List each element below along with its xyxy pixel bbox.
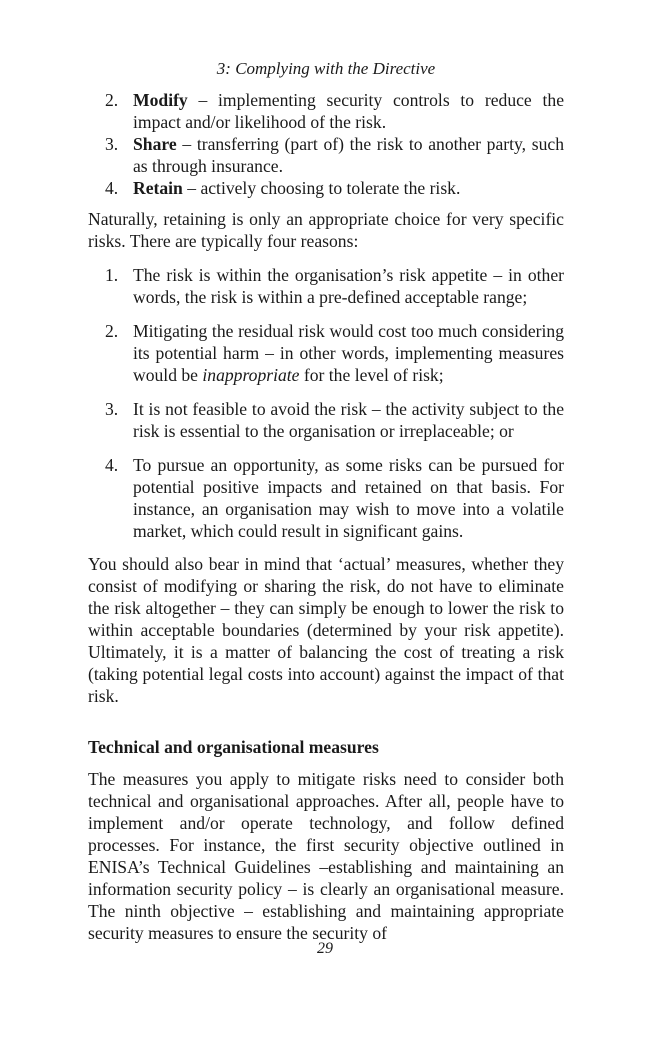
list-text: – implementing security controls to reduce the impact and/or likelihood of the risk. <box>133 90 564 132</box>
list-number: 3. <box>105 134 119 154</box>
list-item <box>88 177 564 199</box>
paragraph: You should also bear in mind that ‘actual’ measures, whether they consist of modifying or sharing the risk, do not have to eliminate the risk altogether – they can simply be enough to lower the risk to within acceptable boundaries (determined by your risk appetite). Ultimately, it is a matter of balancing the cost of treating a risk (taking potential legal costs into account) against the impact of that risk. <box>88 554 564 706</box>
list-number: 4. <box>105 455 119 475</box>
list-item <box>88 320 564 386</box>
list-item <box>88 398 564 442</box>
list-text: for the level of risk; <box>299 365 444 385</box>
list-text: To pursue an opportunity, as some risks can be pursued for potential positive impacts and retained on that basis. For instance, an organisation may wish to move into a volatile market, which could result in significant gains. <box>133 455 564 541</box>
list-term: Retain <box>133 178 183 198</box>
paragraph: Naturally, retaining is only an appropriate choice for very specific risks. There are typically four reasons: <box>88 209 564 251</box>
page-body <box>88 58 564 944</box>
list-text: Mitigating the residual risk would cost too much considering its potential harm – in other words, implementing measures would be <box>133 321 564 385</box>
list-item <box>88 89 564 133</box>
retain-reasons-list <box>88 264 564 542</box>
risk-treatment-list <box>88 89 564 199</box>
section-heading: Technical and organisational measures <box>88 737 379 757</box>
list-term: Modify <box>133 90 188 110</box>
paragraph: The measures you apply to mitigate risks need to consider both technical and organisational approaches. After all, people have to implement and/or operate technology, and follow defined processes. For instance, the first security objective outlined in ENISA’s Technical Guidelines –establishing and maintaining an information security policy – is clearly an organisational measure. The ninth objective – establishing and maintaining appropriate security measures to ensure the security of <box>88 769 564 943</box>
list-number: 2. <box>105 321 119 341</box>
emphasis: inappropriate <box>202 365 300 385</box>
list-number: 4. <box>105 178 119 198</box>
list-number: 3. <box>105 399 119 419</box>
list-text: – actively choosing to tolerate the risk. <box>182 178 461 198</box>
list-text: The risk is within the organisation’s risk appetite – in other words, the risk is within a pre-defined acceptable range; <box>133 265 564 307</box>
list-number: 1. <box>105 265 119 285</box>
list-number: 2. <box>105 90 119 110</box>
list-item <box>88 133 564 177</box>
list-item <box>88 264 564 308</box>
list-text: It is not feasible to avoid the risk – the activity subject to the risk is essential to the organisation or irreplaceable; or <box>133 399 564 441</box>
list-term: Share <box>133 134 177 154</box>
list-item <box>88 454 564 542</box>
running-head: 3: Complying with the Directive <box>216 59 436 78</box>
list-text: – transferring (part of) the risk to another party, such as through insurance. <box>133 134 564 176</box>
page-number: 29 <box>317 940 333 957</box>
